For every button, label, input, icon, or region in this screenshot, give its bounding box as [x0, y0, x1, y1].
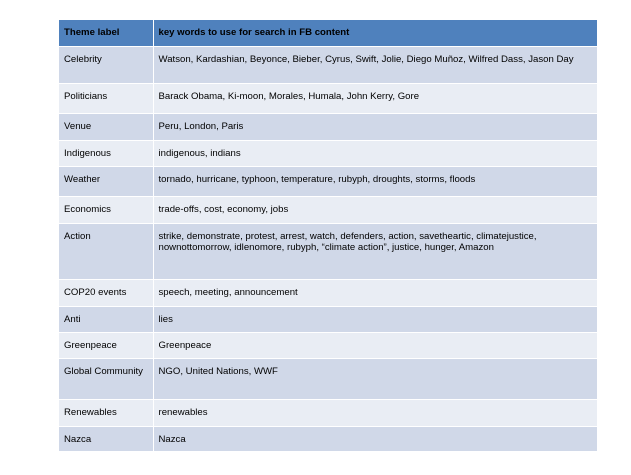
theme-label-cell: COP20 events — [59, 279, 153, 306]
header-theme-label: Theme label — [59, 20, 153, 46]
theme-label-cell: Politicians — [59, 83, 153, 113]
theme-label-cell: Action — [59, 223, 153, 279]
theme-label-cell: Anti — [59, 306, 153, 332]
keywords-cell: Watson, Kardashian, Beyonce, Bieber, Cyrus, Swift, Jolie, Diego Muñoz, Wilfred Dass, Jason Day — [153, 46, 597, 83]
table-row — [59, 140, 597, 166]
header-keywords: key words to use for search in FB content — [153, 20, 597, 46]
table-row — [59, 46, 597, 83]
table-row — [59, 332, 597, 358]
theme-label-cell: Indigenous — [59, 140, 153, 166]
theme-label-cell: Celebrity — [59, 46, 153, 83]
keywords-cell: speech, meeting, announcement — [153, 279, 597, 306]
keywords-cell: indigenous, indians — [153, 140, 597, 166]
table-row — [59, 166, 597, 196]
keywords-cell: trade-offs, cost, economy, jobs — [153, 196, 597, 223]
theme-label-cell: Weather — [59, 166, 153, 196]
theme-label-cell: Global Community — [59, 358, 153, 399]
table-row — [59, 358, 597, 399]
table-row — [59, 306, 597, 332]
table-row — [59, 196, 597, 223]
theme-label-cell: Greenpeace — [59, 332, 153, 358]
theme-label-cell: Nazca — [59, 426, 153, 451]
keywords-cell: strike, demonstrate, protest, arrest, watch, defenders, action, savetheartic, climatejustice, nownottomorrow, idlenomore, rubyph, “climate action”, justice, hunger, Amazon — [153, 223, 597, 279]
table-row — [59, 113, 597, 140]
keywords-cell: tornado, hurricane, typhoon, temperature, rubyph, droughts, storms, floods — [153, 166, 597, 196]
table-row — [59, 279, 597, 306]
table-row — [59, 399, 597, 426]
keywords-cell: Nazca — [153, 426, 597, 451]
theme-label-cell: Venue — [59, 113, 153, 140]
keywords-cell: Peru, London, Paris — [153, 113, 597, 140]
theme-label-cell: Economics — [59, 196, 153, 223]
table-row — [59, 426, 597, 451]
keywords-cell: lies — [153, 306, 597, 332]
table-row — [59, 83, 597, 113]
theme-keywords-table-container — [59, 20, 597, 451]
keywords-cell: Greenpeace — [153, 332, 597, 358]
table-row — [59, 223, 597, 279]
keywords-cell: NGO, United Nations, WWF — [153, 358, 597, 399]
theme-label-cell: Renewables — [59, 399, 153, 426]
keywords-cell: renewables — [153, 399, 597, 426]
keywords-cell: Barack Obama, Ki-moon, Morales, Humala, John Kerry, Gore — [153, 83, 597, 113]
theme-keywords-table — [59, 20, 597, 451]
table-header-row — [59, 20, 597, 46]
